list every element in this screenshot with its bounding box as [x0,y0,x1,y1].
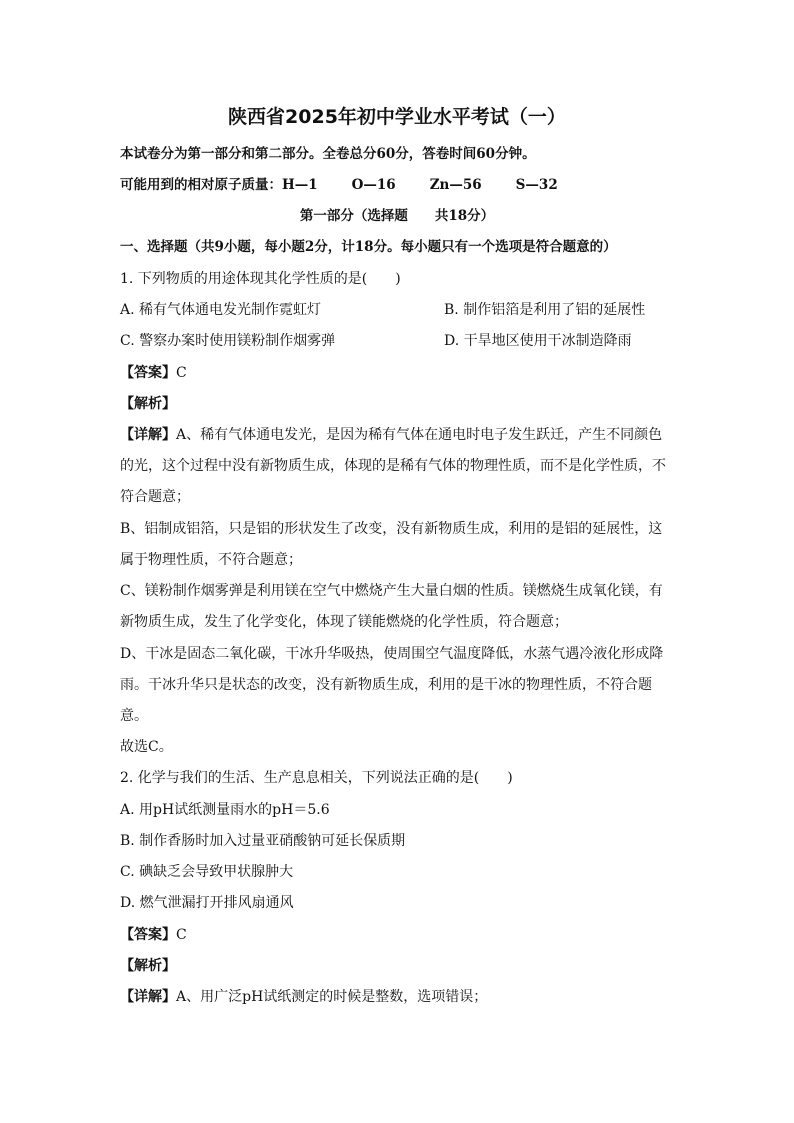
part-one-heading: 第一部分（选择题 共18分） [299,208,495,224]
atomic-mass-h: H—1 [282,177,318,193]
q1-option-c: C. 警察办案时使用镁粉制作烟雾弹 [120,333,336,349]
detail-text: A、稀有气体通电发光，是因为稀有气体在通电时电子发生跃迁，产生不同颜色 [176,427,663,443]
atomic-mass-o: O—16 [351,177,396,193]
q1-detail-line: 新物质生成，发生了化学变化，体现了镁能燃烧的化学性质，符合题意； [120,614,568,630]
atomic-mass-label: 可能用到的相对原子质量： [120,177,282,193]
q2-option-c: C. 碘缺乏会导致甲状腺肿大 [120,864,294,880]
section-one-heading: 一、选择题（共9小题，每小题2分，计18分。每小题只有一个选项是符合题意的） [120,239,617,255]
q2-answer [120,926,187,944]
q1-option-a: A. 稀有气体通电发光制作霓虹灯 [120,302,322,318]
detail-label: 【详解】 [120,989,176,1005]
page-title: 陕西省2025年初中学业水平考试（一） [228,106,566,128]
q1-answer [120,364,187,382]
answer-value: C [176,927,187,943]
q1-detail-line: 雨。干冰升华只是状态的改变，没有新物质生成，利用的是干冰的物理性质，不符合题 [120,677,652,693]
q1-detail-line: 的光，这个过程中没有新物质生成，体现的是稀有气体的物理性质，而不是化学性质，不 [120,458,666,474]
detail-label: 【详解】 [120,427,176,443]
q1-detail-line: B、铝制成铝箔，只是铝的形状发生了改变，没有新物质生成，利用的是铝的延展性，这 [120,521,663,537]
q1-stem: 1. 下列物质的用途体现其化学性质的是( ) [120,271,401,287]
q1-detail-line: 符合题意； [120,489,190,505]
q1-conclusion: 故选C。 [120,739,173,755]
exam-intro: 本试卷分为第一部分和第二部分。全卷总分60分，答卷时间60分钟。 [120,146,536,162]
detail-text: A、用广泛pH试纸测定的时候是整数，选项错误； [176,989,488,1005]
q2-option-d: D. 燃气泄漏打开排风扇通风 [120,895,294,911]
q2-analysis-label: 【解析】 [120,958,176,974]
q1-analysis-label: 【解析】 [120,396,176,412]
q1-option-d: D. 干旱地区使用干冰制造降雨 [444,333,632,349]
q2-option-b: B. 制作香肠时加入过量亚硝酸钠可延长保质期 [120,833,406,849]
q2-detail-line [120,988,487,1006]
q1-detail-line: D、干冰是固态二氧化碳，干冰升华吸热，使周围空气温度降低，水蒸气遇冷液化形成降 [120,646,664,662]
answer-label: 【答案】 [120,365,176,381]
atomic-mass-line [120,176,558,194]
q1-option-b: B. 制作铝箔是利用了铝的延展性 [444,302,646,318]
q1-detail-line: 属于物理性质，不符合题意； [120,552,302,568]
q2-option-a: A. 用pH试纸测量雨水的pH＝5.6 [120,802,330,818]
q1-detail-line [120,426,662,444]
atomic-mass-s: S—32 [515,177,558,193]
q1-detail-line: C、镁粉制作烟雾弹是利用镁在空气中燃烧产生大量白烟的性质。镁燃烧生成氧化镁，有 [120,583,663,599]
q1-detail-line: 意。 [120,708,148,724]
atomic-mass-zn: Zn—56 [429,177,482,193]
answer-label: 【答案】 [120,927,176,943]
q2-stem: 2. 化学与我们的生活、生产息息相关，下列说法正确的是( ) [120,770,513,786]
answer-value: C [176,365,187,381]
